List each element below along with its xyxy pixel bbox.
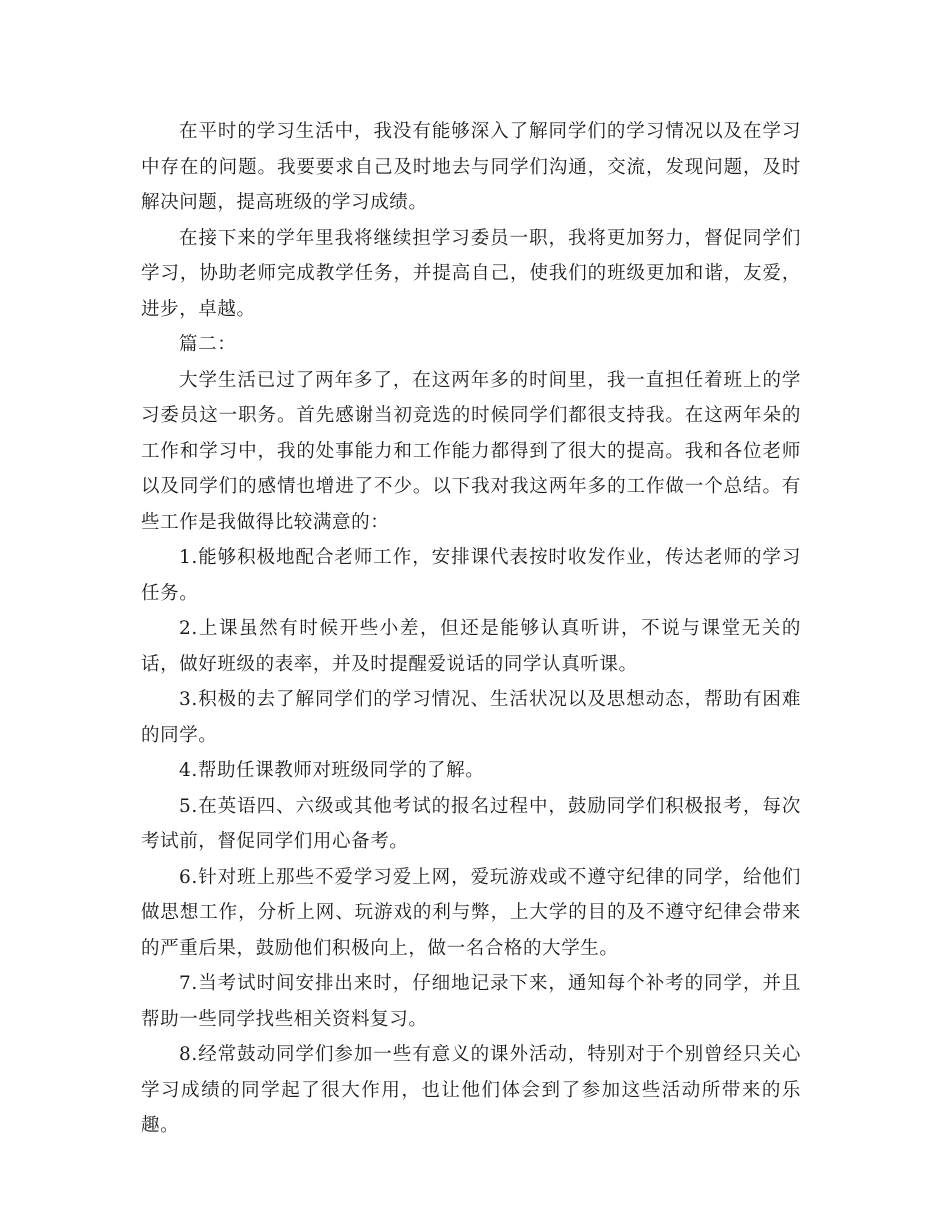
paragraph-intro: 大学生活已过了两年多了，在这两年多的时间里，我一直担任着班上的学习委员这一职务。首先感谢当初竞选的时候同学们都很支持我。在这两年朵的工作和学习中，我的处事能力和工作能力都得到了很大的提高。我和各位老师以及同学们的感情也增进了不少。以下我对我这两年多的工作做一个总结。有些工作是我做得比较满意的： <box>141 369 801 533</box>
list-item-7: 7.当考试时间安排出来时，仔细地记录下来，通知每个补考的同学，并且帮助一些同学找些相关资料复习。 <box>141 973 801 1030</box>
list-item-1: 1.能够积极地配合老师工作，安排课代表按时收发作业，传达老师的学习任务。 <box>141 547 801 604</box>
paragraph-1: 在平时的学习生活中，我没有能够深入了解同学们的学习情况以及在学习中存在的问题。我要要求自己及时地去与同学们沟通，交流，发现问题，及时解决问题，提高班级的学习成绩。 <box>141 121 801 213</box>
list-item-3: 3.积极的去了解同学们的学习情况、生活状况以及思想动态，帮助有困难的同学。 <box>141 689 801 746</box>
paragraph-2: 在接下来的学年里我将继续担学习委员一职，我将更加努力，督促同学们学习，协助老师完成教学任务，并提高自己，使我们的班级更加和谐，友爱，进步，卓越。 <box>141 227 801 320</box>
list-item-4: 4.帮助任课教师对班级同学的了解。 <box>179 760 485 781</box>
section-heading: 篇二： <box>179 334 237 355</box>
list-item-5: 5.在英语四、六级或其他考试的报名过程中，鼓励同学们积极报考，每次考试前，督促同学们用心备考。 <box>141 795 801 852</box>
list-item-8: 8.经常鼓动同学们参加一些有意义的课外活动，特别对于个别曾经只关心学习成绩的同学起了很大作用，也让他们体会到了参加这些活动所带来的乐趣。 <box>141 1044 801 1136</box>
list-item-2: 2.上课虽然有时候开些小差，但还是能够认真听讲，不说与课堂无关的话，做好班级的表率，并及时提醒爱说话的同学认真听课。 <box>141 618 801 675</box>
document-body <box>141 114 801 1144</box>
list-item-6: 6.针对班上那些不爱学习爱上网，爱玩游戏或不遵守纪律的同学，给他们做思想工作，分析上网、玩游戏的利与弊，上大学的目的及不遵守纪律会带来的严重后果，鼓励他们积极向上，做一名合格的大学生。 <box>141 866 801 959</box>
